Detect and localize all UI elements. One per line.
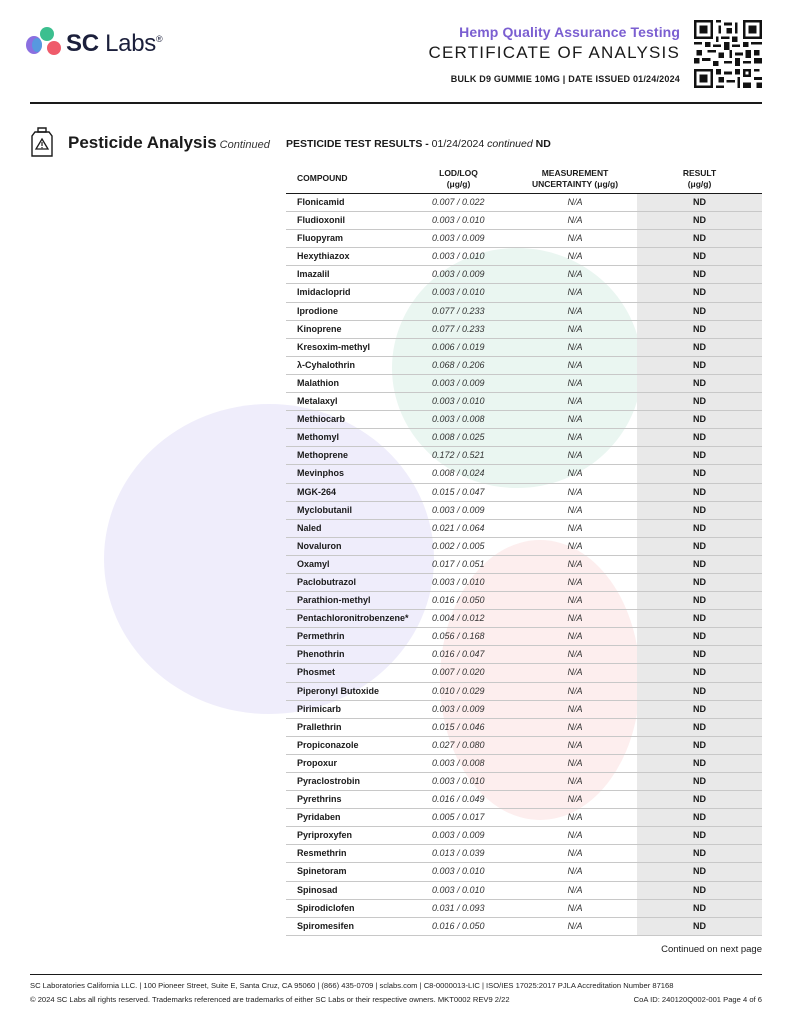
- table-row: [286, 303, 762, 321]
- header-subtitle: Hemp Quality Assurance Testing: [459, 24, 680, 40]
- compound-name: Fludioxonil: [297, 215, 345, 226]
- table-row: [286, 357, 762, 375]
- lod-loq-value: 0.003 / 0.009: [432, 233, 485, 244]
- header-divider: [30, 102, 762, 104]
- header-title: CERTIFICATE OF ANALYSIS: [428, 43, 680, 62]
- column-header-uncertainty-line2: UNCERTAINTY (μg/g): [531, 179, 619, 189]
- lod-loq-value: 0.017 / 0.051: [432, 558, 485, 569]
- lod-loq-value: 0.077 / 0.233: [432, 305, 485, 316]
- result-value: ND: [637, 773, 762, 790]
- table-row: [286, 266, 762, 284]
- column-header-result-line1: RESULT: [682, 168, 717, 178]
- compound-name: Methoprene: [297, 450, 349, 461]
- uncertainty-value: N/A: [567, 776, 583, 786]
- uncertainty-value: N/A: [567, 323, 583, 334]
- table-row: [286, 863, 762, 881]
- footer-coa-id: CoA ID: 240120Q002-001 Page 4 of 6: [633, 995, 762, 1004]
- result-value: ND: [637, 755, 762, 772]
- compound-name: Pirimicarb: [297, 703, 342, 714]
- table-row: [286, 484, 762, 502]
- result-value: ND: [637, 502, 762, 519]
- table-row: [286, 230, 762, 248]
- lod-loq-value: 0.003 / 0.009: [432, 269, 485, 280]
- result-value: ND: [637, 900, 762, 917]
- uncertainty-value: N/A: [567, 486, 583, 497]
- table-row: [286, 755, 762, 773]
- compound-name: Propoxur: [297, 757, 338, 768]
- result-value: ND: [637, 574, 762, 591]
- logo-dot-red-icon: [47, 41, 61, 55]
- table-row: [286, 683, 762, 701]
- logo-dot-green-icon: [40, 27, 54, 41]
- uncertainty-value: N/A: [567, 920, 583, 931]
- compound-name: Fluopyram: [297, 233, 344, 244]
- table-row: [286, 646, 762, 664]
- footer-address: SC Laboratories California LLC. | 100 Pioneer Street, Suite E, Santa Cruz, CA 95060 | (866) 435-0709 | sclabs.com | C8-0000013-LIC | ISO/IES 17025:2017 PJLA Accreditation Number 87168: [30, 981, 674, 990]
- lod-loq-value: 0.003 / 0.009: [432, 504, 485, 515]
- compound-name: Pyraclostrobin: [297, 776, 361, 786]
- lod-loq-value: 0.077 / 0.233: [432, 323, 485, 334]
- compound-name: Spiromesifen: [297, 920, 355, 931]
- compound-name: Imazalil: [297, 269, 330, 280]
- uncertainty-value: N/A: [567, 468, 583, 479]
- lod-loq-value: 0.003 / 0.010: [432, 776, 485, 786]
- lod-loq-value: 0.016 / 0.047: [432, 649, 485, 660]
- table-row: [286, 429, 762, 447]
- logo-dot-blue-icon: [32, 38, 42, 52]
- result-value: ND: [637, 592, 762, 609]
- table-row: [286, 791, 762, 809]
- column-header-result: [637, 168, 762, 190]
- uncertainty-value: N/A: [567, 830, 583, 841]
- uncertainty-value: N/A: [567, 631, 583, 642]
- result-value: ND: [637, 447, 762, 464]
- uncertainty-value: N/A: [567, 902, 583, 913]
- column-header-lod-line1: LOD/LOQ: [439, 168, 478, 178]
- lod-loq-value: 0.010 / 0.029: [432, 685, 485, 696]
- lod-loq-value: 0.003 / 0.010: [432, 576, 485, 587]
- uncertainty-value: N/A: [567, 414, 583, 425]
- result-value: ND: [637, 194, 762, 211]
- table-row: [286, 538, 762, 556]
- results-heading-result: ND: [535, 138, 551, 150]
- compound-name: Spinetoram: [297, 866, 347, 877]
- uncertainty-value: N/A: [567, 215, 583, 226]
- table-row: [286, 610, 762, 628]
- table-header: [286, 164, 762, 194]
- footer-copyright: © 2024 SC Labs all rights reserved. Trademarks referenced are trademarks of either SC Labs or their respective owners. MKT0002 REV9 2/22: [30, 995, 510, 1004]
- section-title-text: Pesticide Analysis: [68, 133, 217, 152]
- compound-name: Mevinphos: [297, 468, 345, 479]
- header-meta: BULK D9 GUMMIE 10MG | DATE ISSUED 01/24/2024: [450, 74, 680, 84]
- table-row: [286, 520, 762, 538]
- table-row: [286, 502, 762, 520]
- uncertainty-value: N/A: [567, 703, 583, 714]
- table-row: [286, 321, 762, 339]
- result-value: ND: [637, 429, 762, 446]
- compound-name: Pyridaben: [297, 812, 341, 823]
- compound-name: λ-Cyhalothrin: [297, 359, 356, 370]
- column-header-lod-loq: [419, 168, 498, 190]
- compound-name: Metalaxyl: [297, 396, 338, 407]
- table-row: [286, 900, 762, 918]
- result-value: ND: [637, 737, 762, 754]
- uncertainty-value: N/A: [567, 504, 583, 515]
- lod-loq-value: 0.006 / 0.019: [432, 341, 485, 352]
- section-continued-label: Continued: [219, 139, 270, 151]
- result-value: ND: [637, 303, 762, 320]
- result-value: ND: [637, 882, 762, 899]
- lod-loq-value: 0.008 / 0.025: [432, 432, 485, 443]
- table-row: [286, 574, 762, 592]
- table-row: [286, 393, 762, 411]
- lod-loq-value: 0.003 / 0.008: [432, 757, 485, 768]
- compound-name: Novaluron: [297, 540, 342, 551]
- column-header-uncertainty: [518, 168, 632, 190]
- result-value: ND: [637, 357, 762, 374]
- compound-name: Imidacloprid: [297, 287, 351, 298]
- hazard-bottle-icon: [30, 127, 54, 157]
- table-row: [286, 248, 762, 266]
- result-value: ND: [637, 484, 762, 501]
- result-value: ND: [637, 321, 762, 338]
- table-row: [286, 918, 762, 936]
- lod-loq-value: 0.003 / 0.010: [432, 215, 485, 226]
- result-value: ND: [637, 610, 762, 627]
- result-value: ND: [637, 284, 762, 301]
- results-heading: [286, 138, 551, 150]
- qr-code-icon[interactable]: [694, 20, 762, 88]
- compound-name: Hexythiazox: [297, 251, 350, 262]
- compound-name: Prallethrin: [297, 721, 342, 732]
- uncertainty-value: N/A: [567, 341, 583, 352]
- table-row: [286, 375, 762, 393]
- result-value: ND: [637, 827, 762, 844]
- compound-name: Permethrin: [297, 631, 345, 642]
- result-value: ND: [637, 809, 762, 826]
- result-value: ND: [637, 719, 762, 736]
- lod-loq-value: 0.002 / 0.005: [432, 540, 485, 551]
- compound-name: Piperonyl Butoxide: [297, 685, 380, 696]
- pesticide-results-table: [286, 164, 762, 936]
- uncertainty-value: N/A: [567, 812, 583, 823]
- result-value: ND: [637, 520, 762, 537]
- result-value: ND: [637, 918, 762, 935]
- table-row: [286, 882, 762, 900]
- compound-name: Malathion: [297, 377, 339, 388]
- table-row: [286, 773, 762, 791]
- result-value: ND: [637, 266, 762, 283]
- lod-loq-value: 0.068 / 0.206: [432, 359, 485, 370]
- lod-loq-value: 0.015 / 0.046: [432, 721, 485, 732]
- compound-name: Flonicamid: [297, 197, 345, 207]
- lod-loq-value: 0.003 / 0.008: [432, 414, 485, 425]
- lod-loq-value: 0.003 / 0.010: [432, 396, 485, 407]
- result-value: ND: [637, 393, 762, 410]
- section-title: [68, 133, 270, 153]
- compound-name: Spinosad: [297, 884, 338, 895]
- uncertainty-value: N/A: [567, 558, 583, 569]
- uncertainty-value: N/A: [567, 739, 583, 750]
- table-row: [286, 664, 762, 682]
- compound-name: Paclobutrazol: [297, 576, 357, 587]
- column-header-compound: COMPOUND: [297, 173, 348, 183]
- uncertainty-value: N/A: [567, 432, 583, 443]
- uncertainty-value: N/A: [567, 576, 583, 587]
- uncertainty-value: N/A: [567, 450, 583, 461]
- result-value: ND: [637, 845, 762, 862]
- uncertainty-value: N/A: [567, 794, 583, 805]
- table-row: [286, 212, 762, 230]
- compound-name: Methiocarb: [297, 414, 346, 425]
- brand-name-light: Labs: [105, 30, 156, 57]
- results-heading-continued: continued: [487, 138, 533, 150]
- uncertainty-value: N/A: [567, 305, 583, 316]
- compound-name: Pyrethrins: [297, 794, 342, 805]
- uncertainty-value: N/A: [567, 866, 583, 877]
- table-row: [286, 809, 762, 827]
- uncertainty-value: N/A: [567, 667, 583, 678]
- result-value: ND: [637, 212, 762, 229]
- lod-loq-value: 0.031 / 0.093: [432, 902, 485, 913]
- uncertainty-value: N/A: [567, 396, 583, 407]
- uncertainty-value: N/A: [567, 757, 583, 768]
- table-row: [286, 447, 762, 465]
- lod-loq-value: 0.003 / 0.009: [432, 830, 485, 841]
- brand-registered-mark: ®: [155, 34, 163, 44]
- results-heading-label: PESTICIDE TEST RESULTS -: [286, 138, 429, 150]
- result-value: ND: [637, 791, 762, 808]
- compound-name: Resmethrin: [297, 848, 347, 859]
- column-header-uncertainty-line1: MEASUREMENT: [541, 168, 609, 178]
- uncertainty-value: N/A: [567, 685, 583, 696]
- column-header-result-line2: (μg/g): [687, 179, 712, 189]
- brand-name-bold: SC: [66, 30, 99, 57]
- lod-loq-value: 0.007 / 0.022: [432, 197, 485, 207]
- brand-logo: [26, 24, 176, 64]
- uncertainty-value: N/A: [567, 522, 583, 533]
- table-row: [286, 701, 762, 719]
- uncertainty-value: N/A: [567, 287, 583, 298]
- brand-name: [66, 30, 162, 58]
- uncertainty-value: N/A: [567, 233, 583, 244]
- table-row: [286, 411, 762, 429]
- uncertainty-value: N/A: [567, 251, 583, 262]
- uncertainty-value: N/A: [567, 884, 583, 895]
- result-value: ND: [637, 411, 762, 428]
- lod-loq-value: 0.016 / 0.049: [432, 794, 485, 805]
- result-value: ND: [637, 863, 762, 880]
- lod-loq-value: 0.008 / 0.024: [432, 468, 485, 479]
- compound-name: Iprodione: [297, 305, 338, 316]
- lod-loq-value: 0.003 / 0.010: [432, 866, 485, 877]
- result-value: ND: [637, 375, 762, 392]
- result-value: ND: [637, 664, 762, 681]
- lod-loq-value: 0.172 / 0.521: [432, 450, 485, 461]
- table-row: [286, 827, 762, 845]
- lod-loq-value: 0.007 / 0.020: [432, 667, 485, 678]
- compound-name: Parathion-methyl: [297, 595, 371, 606]
- compound-name: Propiconazole: [297, 739, 359, 750]
- table-row: [286, 284, 762, 302]
- lod-loq-value: 0.003 / 0.010: [432, 884, 485, 895]
- compound-name: Kresoxim-methyl: [297, 341, 371, 352]
- table-row: [286, 628, 762, 646]
- footer-divider: [30, 974, 762, 975]
- table-row: [286, 556, 762, 574]
- uncertainty-value: N/A: [567, 721, 583, 732]
- lod-loq-value: 0.003 / 0.009: [432, 703, 485, 714]
- table-body: [286, 194, 762, 936]
- result-value: ND: [637, 628, 762, 645]
- lod-loq-value: 0.013 / 0.039: [432, 848, 485, 859]
- compound-name: Phenothrin: [297, 649, 345, 660]
- lod-loq-value: 0.015 / 0.047: [432, 486, 485, 497]
- uncertainty-value: N/A: [567, 649, 583, 660]
- compound-name: MGK-264: [297, 486, 337, 497]
- lod-loq-value: 0.004 / 0.012: [432, 613, 485, 624]
- result-value: ND: [637, 646, 762, 663]
- result-value: ND: [637, 683, 762, 700]
- uncertainty-value: N/A: [567, 377, 583, 388]
- lod-loq-value: 0.003 / 0.010: [432, 251, 485, 262]
- table-row: [286, 194, 762, 212]
- result-value: ND: [637, 556, 762, 573]
- lod-loq-value: 0.003 / 0.009: [432, 377, 485, 388]
- compound-name: Phosmet: [297, 667, 336, 678]
- result-value: ND: [637, 465, 762, 482]
- uncertainty-value: N/A: [567, 613, 583, 624]
- continued-next-page: Continued on next page: [661, 944, 762, 955]
- lod-loq-value: 0.016 / 0.050: [432, 595, 485, 606]
- compound-name: Kinoprene: [297, 323, 342, 334]
- uncertainty-value: N/A: [567, 269, 583, 280]
- table-row: [286, 845, 762, 863]
- compound-name: Methomyl: [297, 432, 340, 443]
- lod-loq-value: 0.005 / 0.017: [432, 812, 485, 823]
- compound-name: Myclobutanil: [297, 504, 353, 515]
- lod-loq-value: 0.027 / 0.080: [432, 739, 485, 750]
- lod-loq-value: 0.016 / 0.050: [432, 920, 485, 931]
- uncertainty-value: N/A: [567, 848, 583, 859]
- uncertainty-value: N/A: [567, 197, 583, 207]
- compound-name: Spirodiclofen: [297, 902, 355, 913]
- uncertainty-value: N/A: [567, 595, 583, 606]
- table-row: [286, 592, 762, 610]
- table-row: [286, 465, 762, 483]
- column-header-lod-line2: (μg/g): [446, 179, 471, 189]
- lod-loq-value: 0.003 / 0.010: [432, 287, 485, 298]
- lod-loq-value: 0.056 / 0.168: [432, 631, 485, 642]
- uncertainty-value: N/A: [567, 359, 583, 370]
- table-row: [286, 737, 762, 755]
- compound-name: Naled: [297, 522, 322, 533]
- compound-name: Oxamyl: [297, 558, 330, 569]
- result-value: ND: [637, 339, 762, 356]
- compound-name: Pyriproxyfen: [297, 830, 353, 841]
- lod-loq-value: 0.021 / 0.064: [432, 522, 485, 533]
- result-value: ND: [637, 538, 762, 555]
- compound-name: Pentachloronitrobenzene*: [297, 613, 409, 624]
- result-value: ND: [637, 248, 762, 265]
- table-row: [286, 339, 762, 357]
- table-row: [286, 719, 762, 737]
- result-value: ND: [637, 701, 762, 718]
- uncertainty-value: N/A: [567, 540, 583, 551]
- results-heading-date: 01/24/2024: [431, 138, 485, 150]
- result-value: ND: [637, 230, 762, 247]
